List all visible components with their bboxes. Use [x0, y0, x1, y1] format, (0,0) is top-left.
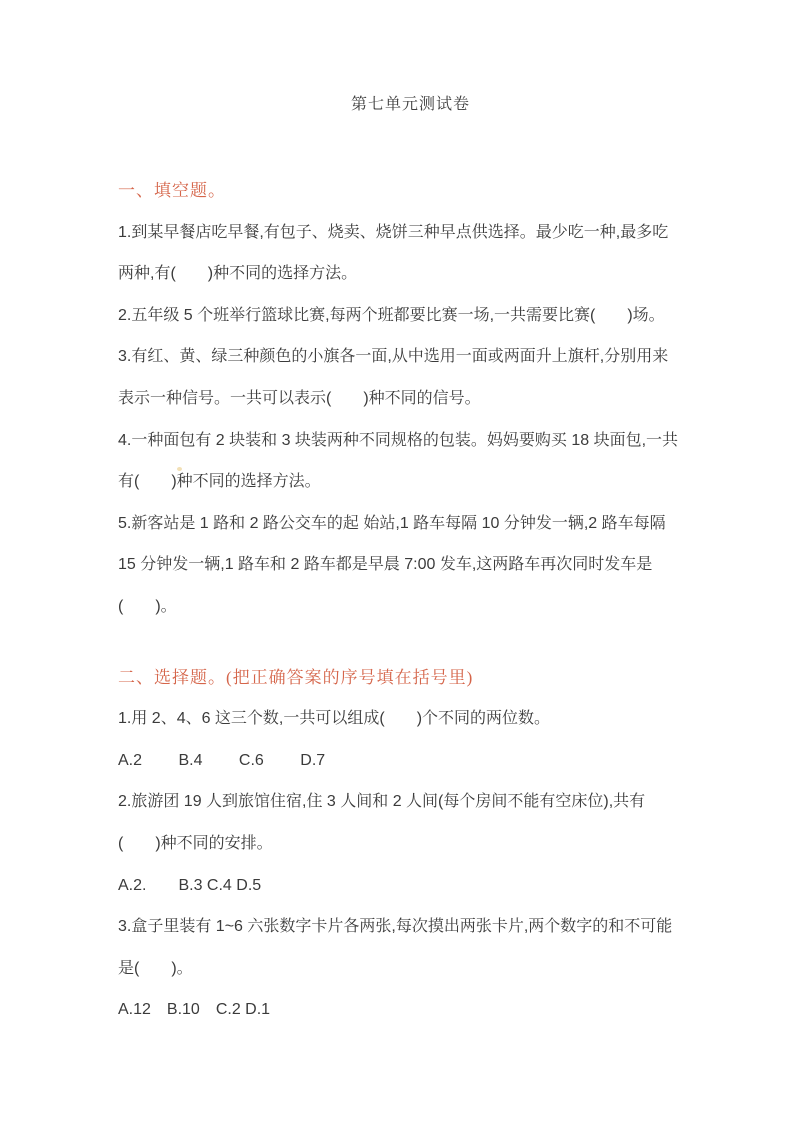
question-line: 表示一种信号。一共可以表示( )种不同的信号。 [118, 389, 481, 407]
section-multiple-choice [118, 657, 718, 1031]
question-line: 1.到某早餐店吃早餐,有包子、烧卖、烧饼三种早点供选择。最少吃一种,最多吃 [118, 223, 669, 241]
question-line: ( )。 [118, 597, 177, 615]
section-fill-in-the-blank [118, 170, 718, 628]
options-line: A.12 B.10 C.2 D.1 [118, 1001, 271, 1019]
question-line: ( )种不同的安排。 [118, 834, 273, 852]
question-line: 15 分钟发一辆,1 路车和 2 路车都是早晨 7:00 发车,这两路车再次同时发车是 [118, 556, 653, 574]
question-line: 2.五年级 5 个班举行篮球比赛,每两个班都要比赛一场,一共需要比赛( )场。 [118, 306, 665, 324]
question-line: 5.新客站是 1 路和 2 路公交车的起 始站,1 路车每隔 10 分钟发一辆,2 路车每隔 [118, 514, 666, 532]
question-line: 3.有红、黄、绿三种颜色的小旗各一面,从中选用一面或两面升上旗杆,分别用来 [118, 348, 669, 366]
section-heading: 二、选择题。(把正确答案的序号填在括号里) [118, 667, 474, 687]
document-body [118, 0, 718, 1031]
question-line: 3.盒子里装有 1~6 六张数字卡片各两张,每次摸出两张卡片,两个数字的和不可能 [118, 918, 673, 936]
question-line: 1.用 2、4、6 这三个数,一共可以组成( )个不同的两位数。 [118, 710, 551, 728]
question-line: 有( )种不同的选择方法。 [118, 473, 321, 491]
question-line: 4.一种面包有 2 块装和 3 块装两种不同规格的包装。妈妈要购买 18 块面包,一共 [118, 431, 679, 449]
question-line: 是( )。 [118, 959, 193, 977]
section-heading: 一、填空题。 [118, 181, 226, 200]
scan-artifact-dot [177, 467, 182, 471]
document-title: 第七单元测试卷 [350, 96, 470, 113]
question-line: 2.旅游团 19 人到旅馆住宿,住 3 人间和 2 人间(每个房间不能有空床位),共有 [118, 793, 646, 811]
options-line: A.2 B.4 C.6 D.7 [118, 751, 326, 769]
question-line: 两种,有( )种不同的选择方法。 [118, 265, 358, 283]
options-line: A.2. B.3 C.4 D.5 [118, 876, 262, 894]
